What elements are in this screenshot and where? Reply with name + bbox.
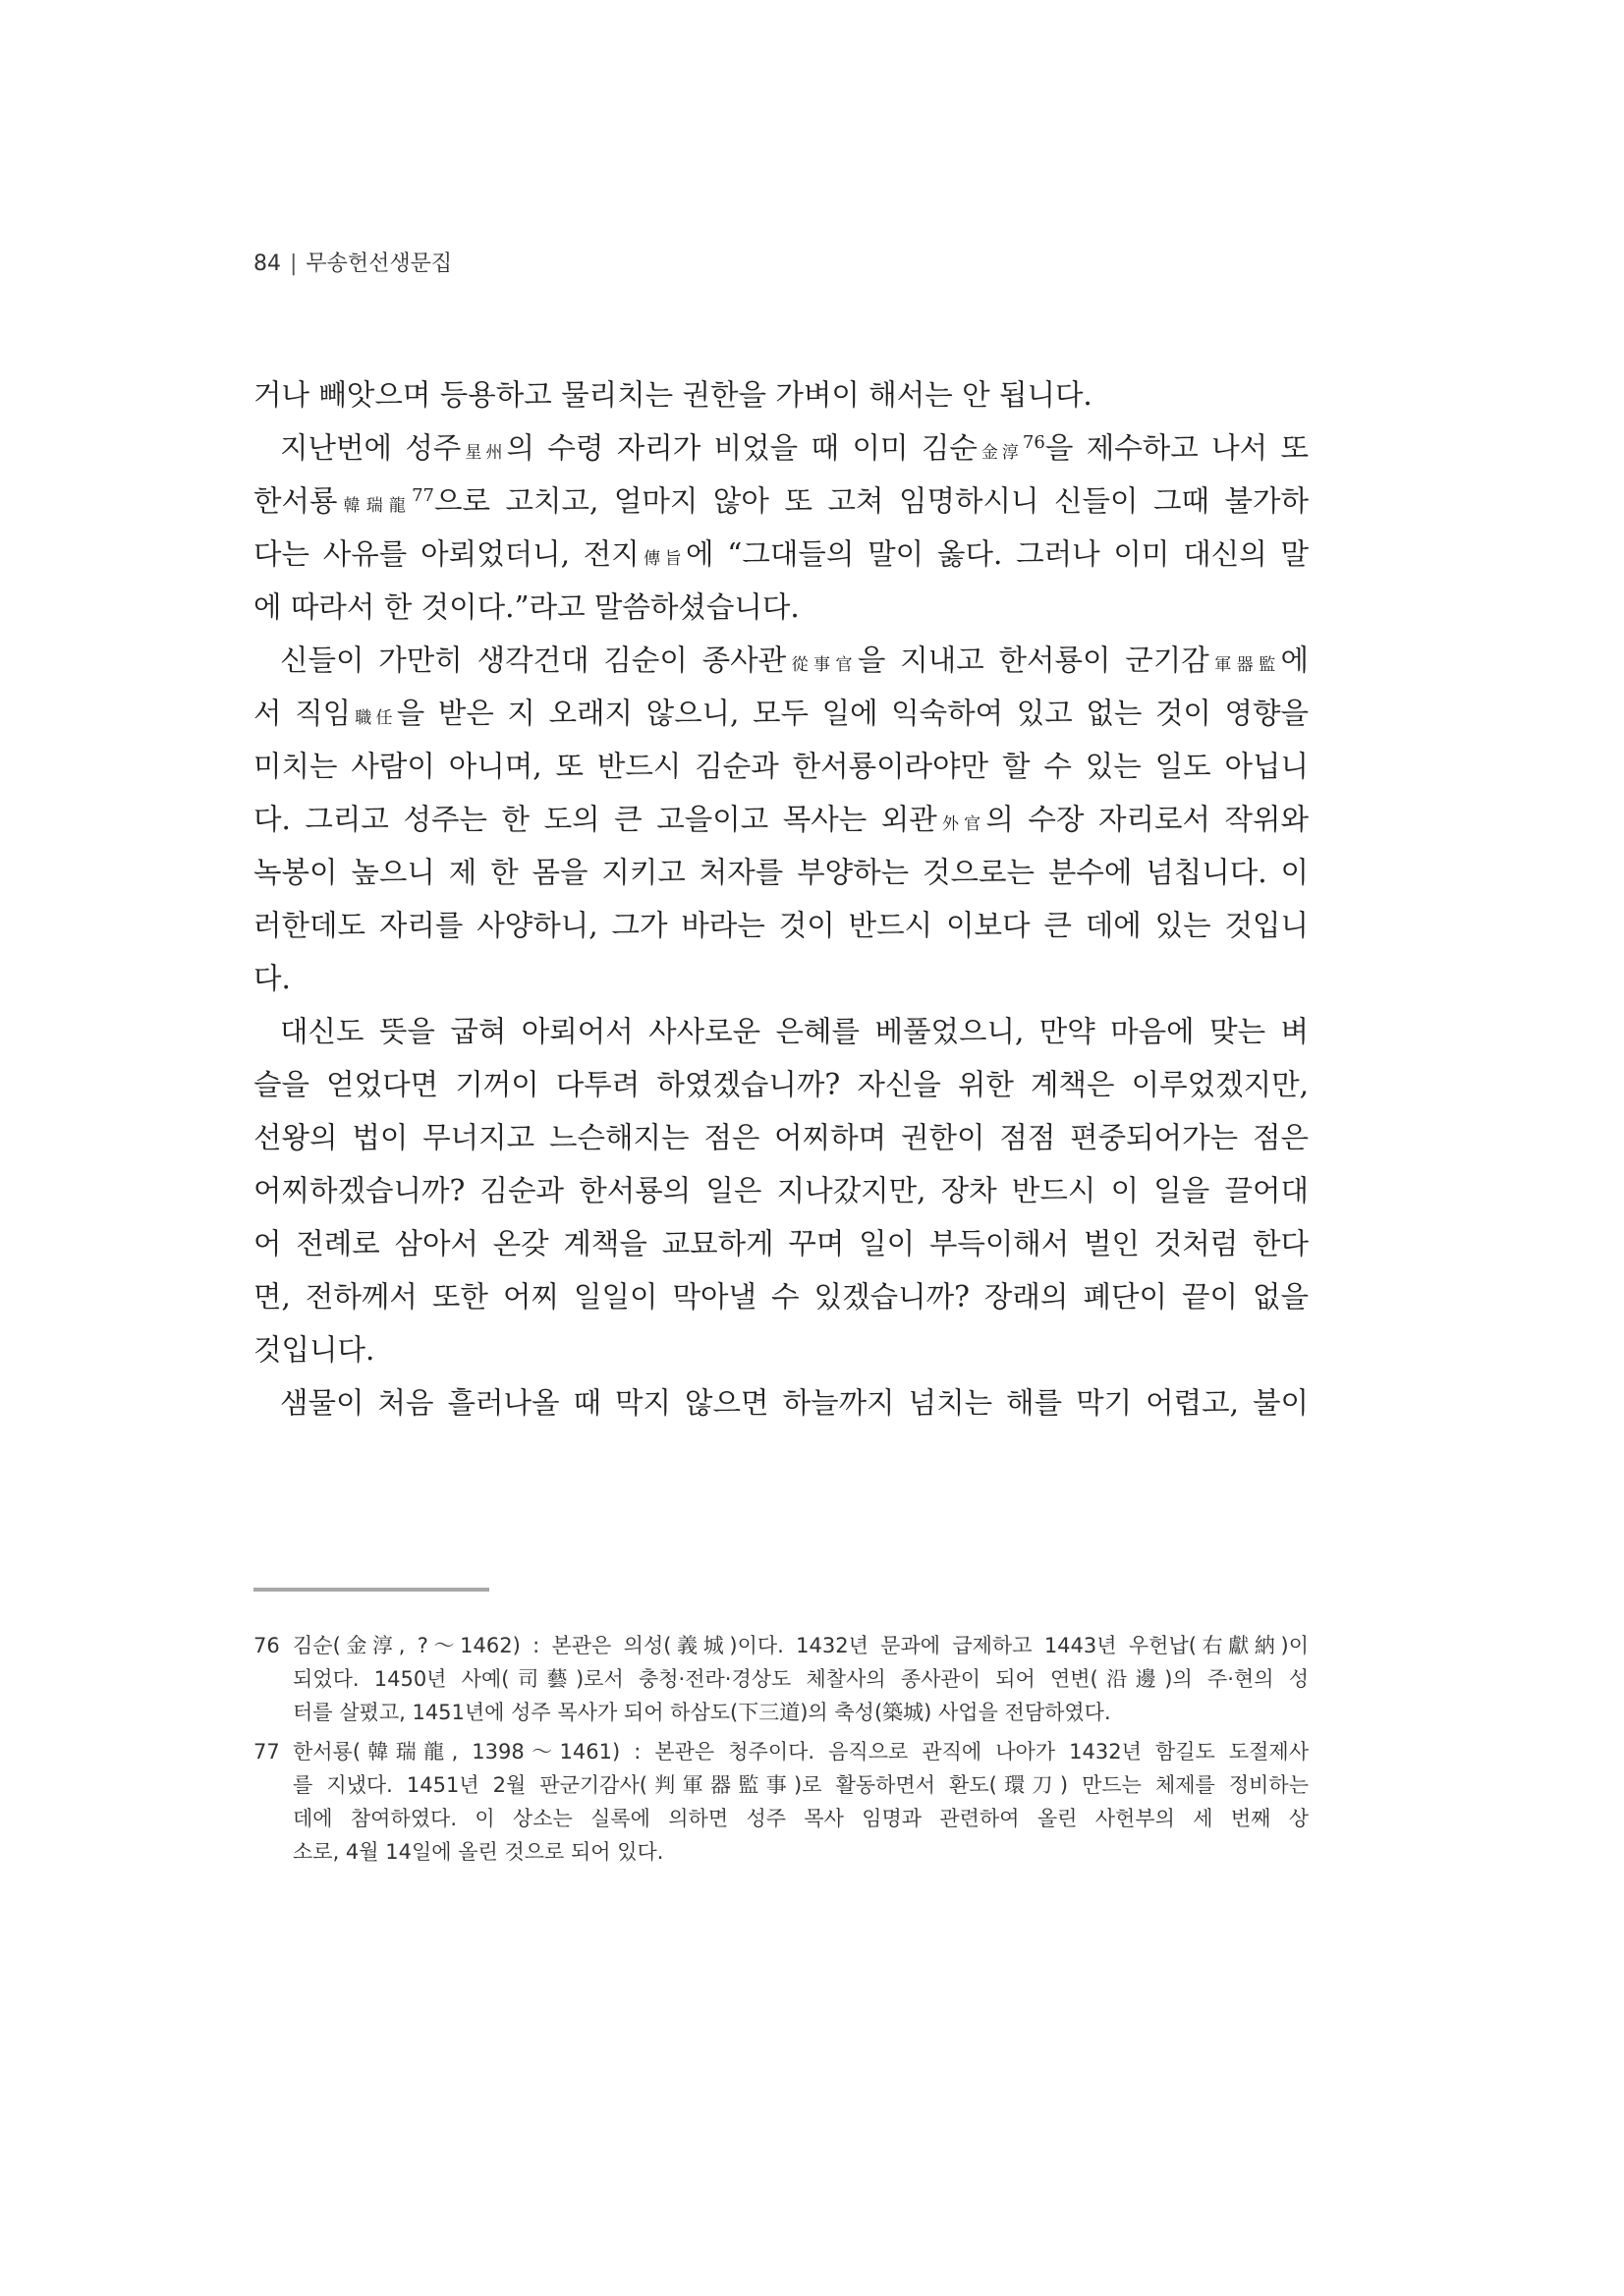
text-run: 샘물이 처음 흘러나올 때 막지 않으면 하늘까지 넘치는 해를 막기 어렵고, 불이 bbox=[280, 1386, 1309, 1420]
text-line bbox=[253, 475, 1309, 528]
hanja-annotation: 傳旨 bbox=[639, 549, 687, 569]
footnotes bbox=[253, 1629, 1309, 1875]
book-title: 무송헌선생문집 bbox=[306, 252, 453, 276]
text-run: 미치는 사람이 아니며, 또 반드시 김순과 한서룡이라야만 할 수 있는 일도 아닙니 bbox=[253, 750, 1309, 783]
text-line bbox=[253, 1217, 1309, 1270]
footnote-line: 되었다. 1450년 사예(司藝)로서 충청·전라·경상도 체찰사의 종사관이 되어 연변(沿邊)의 주·현의 성 bbox=[293, 1667, 1309, 1691]
text-line bbox=[253, 687, 1309, 740]
footnote-reference: 76 bbox=[1022, 432, 1045, 453]
text-run: 으로 고치고, 얼마지 않아 또 고쳐 임명하시니 신들이 그때 불가하 bbox=[434, 484, 1310, 518]
footnote-divider bbox=[253, 1588, 489, 1592]
text-run: 에 bbox=[1280, 644, 1310, 677]
footnote-reference: 77 bbox=[412, 485, 434, 506]
text-run: 한서룡 bbox=[253, 484, 338, 518]
text-run: 을 제수하고 나서 또 bbox=[1044, 431, 1310, 465]
text-line bbox=[253, 952, 1309, 1005]
paragraph-1 bbox=[253, 368, 1309, 421]
hanja-annotation: 從事官 bbox=[786, 655, 858, 675]
footnote-number: 76 bbox=[253, 1634, 280, 1657]
page-number: 84 bbox=[253, 252, 281, 276]
hanja-annotation: 韓瑞龍 bbox=[337, 496, 413, 516]
text-line bbox=[253, 1058, 1309, 1111]
text-run: 어 전례로 삼아서 온갖 계책을 교묘하게 꾸며 일이 부득이해서 벌인 것처럼 한다 bbox=[253, 1227, 1309, 1260]
text-run: 거나 빼앗으며 등용하고 물리치는 권한을 가벼이 해서는 안 됩니다. bbox=[253, 378, 1092, 412]
footnote-item bbox=[253, 1735, 1309, 1869]
text-line bbox=[253, 1376, 1309, 1429]
text-run: 슬을 얻었다면 기꺼이 다투려 하였겠습니까? 자신을 위한 계책은 이루었겠지만, bbox=[253, 1068, 1309, 1101]
footnote-line: 를 지냈다. 1451년 2월 판군기감사(判軍器監事)로 활동하면서 환도(環刀) 만드는 체제를 정비하는 bbox=[293, 1773, 1309, 1797]
text-run: 에 “그대들의 말이 옳다. 그러나 이미 대신의 말 bbox=[686, 537, 1310, 571]
text-run: 녹봉이 높으니 제 한 몸을 지키고 처자를 부양하는 것으로는 분수에 넘칩니다. 이 bbox=[253, 856, 1309, 889]
text-run: 면, 전하께서 또한 어찌 일일이 막아낼 수 있겠습니까? 장래의 폐단이 끝이 없을 bbox=[253, 1280, 1309, 1314]
footnote-number: 77 bbox=[253, 1740, 280, 1764]
running-header bbox=[253, 247, 452, 277]
footnote-line: 한서룡(韓瑞龍, 1398～1461) : 본관은 청주이다. 음직으로 관직에 나아가 1432년 함길도 도절제사 bbox=[293, 1740, 1309, 1764]
text-line bbox=[253, 793, 1309, 846]
text-line bbox=[253, 1111, 1309, 1164]
text-line bbox=[253, 899, 1309, 952]
hanja-annotation: 外官 bbox=[936, 814, 986, 834]
hanja-annotation: 星州 bbox=[461, 443, 507, 463]
text-run: 서 직임 bbox=[253, 697, 352, 730]
hanja-annotation: 軍器監 bbox=[1208, 655, 1281, 675]
footnote-line: 데에 참여하였다. 이 상소는 실록에 의하면 성주 목사 임명과 관련하여 올린 사헌부의 세 번째 상 bbox=[293, 1807, 1309, 1830]
text-line bbox=[253, 421, 1309, 475]
text-line bbox=[253, 1164, 1309, 1217]
hanja-annotation: 職任 bbox=[351, 708, 397, 728]
text-line bbox=[253, 1005, 1309, 1058]
text-run: 을 지내고 한서룡이 군기감 bbox=[857, 644, 1209, 677]
text-line bbox=[253, 528, 1309, 581]
text-line bbox=[253, 581, 1309, 634]
paragraph-4 bbox=[253, 1005, 1309, 1376]
footnote-line: 터를 살폈고, 1451년에 성주 목사가 되어 하삼도(下三道)의 축성(築城) 사업을 전담하였다. bbox=[293, 1701, 1111, 1724]
text-run: 러한데도 자리를 사양하니, 그가 바라는 것이 반드시 이보다 큰 데에 있는 것입니 bbox=[253, 909, 1309, 942]
main-body-text bbox=[253, 368, 1309, 1429]
footnote-line: 김순(金淳, ?～1462) : 본관은 의성(義城)이다. 1432년 문과에 급제하고 1443년 우헌납(右獻納)이 bbox=[293, 1634, 1309, 1657]
text-run: 선왕의 법이 무너지고 느슨해지는 점은 어찌하며 권한이 점점 편중되어가는 점은 bbox=[253, 1121, 1309, 1154]
text-run: 것입니다. bbox=[253, 1333, 375, 1367]
text-run: 대신도 뜻을 굽혀 아뢰어서 사사로운 은혜를 베풀었으니, 만약 마음에 맞는 벼 bbox=[280, 1015, 1309, 1048]
text-line bbox=[253, 1270, 1309, 1323]
text-line bbox=[253, 740, 1309, 793]
text-run: 다. 그리고 성주는 한 도의 큰 고을이고 목사는 외관 bbox=[253, 803, 937, 836]
text-run: 지난번에 성주 bbox=[280, 431, 462, 465]
text-run: 에 따라서 한 것이다.”라고 말씀하셨습니다. bbox=[253, 590, 800, 624]
text-run: 다. bbox=[253, 962, 291, 995]
text-run: 신들이 가만히 생각건대 김순이 종사관 bbox=[280, 644, 787, 677]
paragraph-2 bbox=[253, 421, 1309, 634]
hanja-annotation: 金淳 bbox=[977, 443, 1023, 463]
text-run: 다는 사유를 아뢰었더니, 전지 bbox=[253, 537, 640, 571]
footnote-line: 소로, 4월 14일에 올린 것으로 되어 있다. bbox=[293, 1840, 664, 1864]
footnote-item bbox=[253, 1629, 1309, 1729]
paragraph-3 bbox=[253, 634, 1309, 1005]
text-run: 의 수장 자리로서 작위와 bbox=[985, 803, 1309, 836]
paragraph-5 bbox=[253, 1376, 1309, 1429]
text-run: 어찌하겠습니까? 김순과 한서룡의 일은 지나갔지만, 장차 반드시 이 일을 끌어대 bbox=[253, 1174, 1309, 1207]
header-separator: | bbox=[290, 252, 298, 276]
text-line bbox=[253, 368, 1309, 421]
text-line bbox=[253, 1323, 1309, 1376]
text-line bbox=[253, 846, 1309, 899]
text-run: 을 받은 지 오래지 않으니, 모두 일에 익숙하여 있고 없는 것이 영향을 bbox=[396, 697, 1310, 730]
text-run: 의 수령 자리가 비었을 때 이미 김순 bbox=[506, 431, 978, 465]
text-line bbox=[253, 634, 1309, 687]
